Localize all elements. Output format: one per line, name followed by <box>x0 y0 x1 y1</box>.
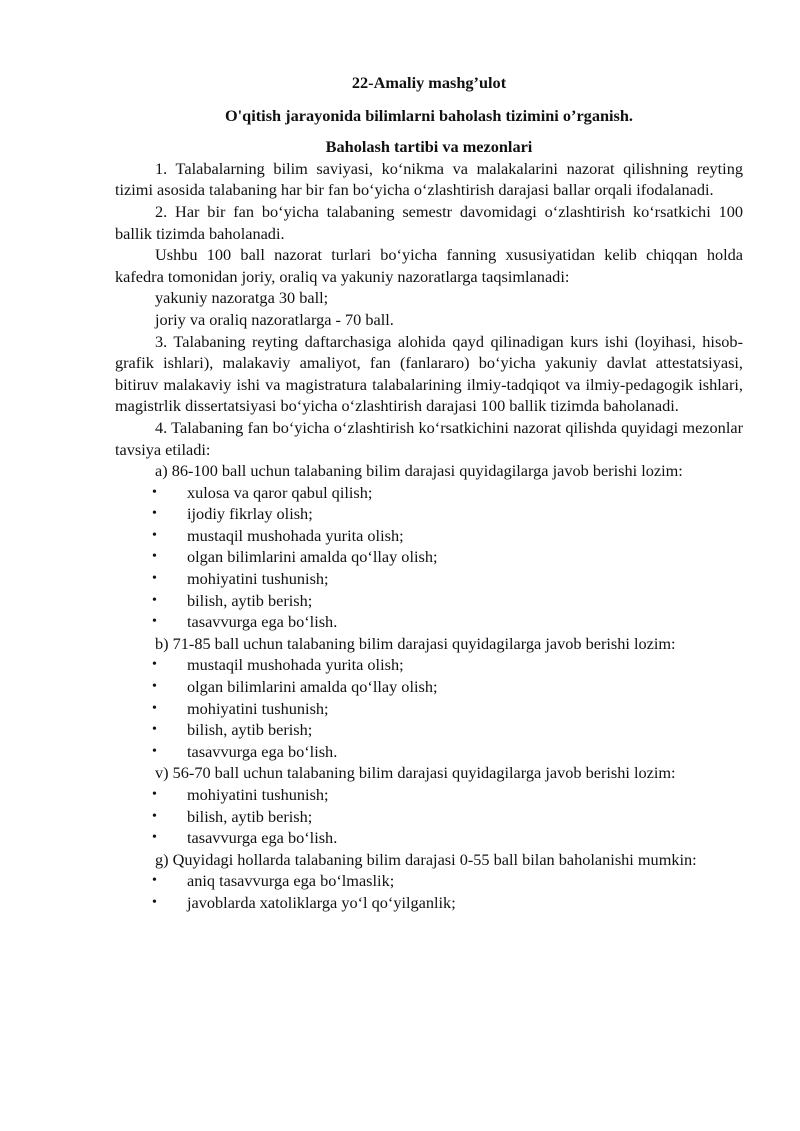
criteria-a: a) 86-100 ball uchun talabaning bilim darajasi quyidagilarga javob berishi lozim: <box>155 461 683 481</box>
bullet-icon: • <box>152 894 157 910</box>
list-item-text: mustaqil mushohada yurita olish; <box>187 525 404 545</box>
list-item-text: mustaqil mushohada yurita olish; <box>187 655 404 675</box>
list-item <box>115 719 743 741</box>
bullet-icon: • <box>152 830 157 846</box>
bullet-icon: • <box>152 808 157 824</box>
list-item <box>115 892 743 914</box>
list-item <box>115 590 743 612</box>
section-heading: Baholash tartibi va mezonlari <box>325 137 533 157</box>
list-item-text: aniq tasavvurga ega bo‘lmaslik; <box>187 871 395 891</box>
paragraph-3-rating: 3. Talabaning reyting daftarchasiga alohida qayd qilinadigan kurs ishi (loyihasi, hisob-grafik ishlari), malakaviy amaliyot, fan (fanlararo) bo‘yicha yakuniy davlat attestatsiyasi, bitiruv malakaviy ishi va magistratura talabalarining ilmiy-tadqiqot va ilmiy-pedagogik ishlari, magistrlik dissertatsiyasi bo‘yicha o‘zlashtirish darajasi 100 ballik tizimda baholanadi. <box>115 331 743 416</box>
list-item-text: tasavvurga ega bo‘lish. <box>187 741 338 761</box>
bullet-icon: • <box>152 873 157 889</box>
list-item <box>115 806 743 828</box>
list-item-text: bilish, aytib berish; <box>187 590 313 610</box>
list-item-text: olgan bilimlarini amalda qo‘llay olish; <box>187 677 438 697</box>
list-item-text: tasavvurga ega bo‘lish. <box>187 828 338 848</box>
list-item <box>115 546 743 568</box>
list-item <box>115 676 743 698</box>
list-item <box>115 827 743 849</box>
list-item-text: javoblarda xatoliklarga yo‘l qo‘yilganlik; <box>187 892 456 912</box>
list-item <box>115 525 743 547</box>
bullet-icon: • <box>152 592 157 608</box>
list-item-text: tasavvurga ega bo‘lish. <box>187 612 338 632</box>
list-item-text: xulosa va qaror qabul qilish; <box>187 482 373 502</box>
list-item-text: mohiyatini tushunish; <box>187 785 329 804</box>
bullet-icon: • <box>152 527 157 543</box>
bullet-list-g <box>115 870 743 913</box>
list-item <box>115 654 743 676</box>
bullet-icon: • <box>152 549 157 565</box>
bullet-icon: • <box>152 679 157 695</box>
bullet-list-b <box>115 654 743 762</box>
list-item <box>115 611 743 633</box>
bullet-list-v <box>115 784 743 849</box>
list-item <box>115 784 743 806</box>
bullet-icon: • <box>152 484 157 500</box>
criteria-b: b) 71-85 ball uchun talabaning bilim darajasi quyidagilarga javob berishi lozim: <box>155 633 676 653</box>
paragraph-current-control: joriy va oraliq nazoratlarga - 70 ball. <box>155 309 394 329</box>
list-item <box>115 698 743 720</box>
paragraph-2: 2. Har bir fan bo‘yicha talabaning semestr davomidagi o‘zlashtirish ko‘rsatkichi 100 ballik tizimda baholanadi. <box>115 201 743 243</box>
criteria-v: v) 56-70 ball uchun talabaning bilim darajasi quyidagilarga javob berishi lozim: <box>155 763 676 783</box>
bullet-icon: • <box>152 571 157 587</box>
bullet-icon: • <box>152 614 157 630</box>
page-subtitle: O'qitish jarayonida bilimlarni baholash tizimini o’rganish. <box>224 105 633 125</box>
bullet-list-a <box>115 482 743 633</box>
list-item <box>115 482 743 504</box>
paragraph-final-control: yakuniy nazoratga 30 ball; <box>155 288 329 308</box>
list-item-text: mohiyatini tushunish; <box>187 698 329 718</box>
bullet-icon: • <box>152 657 157 673</box>
list-item-text: bilish, aytib berish; <box>187 806 313 826</box>
criteria-g: g) Quyidagi hollarda talabaning bilim darajasi 0-55 ball bilan baholanishi mumkin: <box>155 849 697 869</box>
document-page <box>115 72 743 914</box>
bullet-icon: • <box>152 722 157 738</box>
bullet-icon: • <box>152 506 157 522</box>
list-item <box>115 568 743 590</box>
paragraph-4-criteria: 4. Talabaning fan bo‘yicha o‘zlashtirish ko‘rsatkichini nazorat qilishda quyidagi mezonlar tavsiya etiladi: <box>115 417 743 459</box>
list-item-text: mohiyatini tushunish; <box>187 569 329 589</box>
list-item-text: olgan bilimlarini amalda qo‘llay olish; <box>187 547 438 567</box>
list-item-text: bilish, aytib berish; <box>187 720 313 740</box>
list-item-text: ijodiy fikrlay olish; <box>187 504 313 524</box>
page-title: 22-Amaliy mashg’ulot <box>351 73 507 92</box>
list-item <box>115 870 743 892</box>
bullet-icon: • <box>152 787 157 802</box>
list-item <box>115 741 743 763</box>
paragraph-3: Ushbu 100 ball nazorat turlari bo‘yicha fanning xususiyatidan kelib chiqqan holda kafedra tomonidan joriy, oraliq va yakuniy nazoratlarga taqsimlanadi: <box>115 245 743 286</box>
bullet-icon: • <box>152 743 157 759</box>
list-item <box>115 503 743 525</box>
bullet-icon: • <box>152 700 157 716</box>
paragraph-1: 1. Talabalarning bilim saviyasi, ko‘nikma va malakalarini nazorat qilishning reyting tizimi asosida talabaning har bir fan bo‘yicha o‘zlashtirish darajasi ballar orqali ifodalanadi. <box>115 158 743 200</box>
